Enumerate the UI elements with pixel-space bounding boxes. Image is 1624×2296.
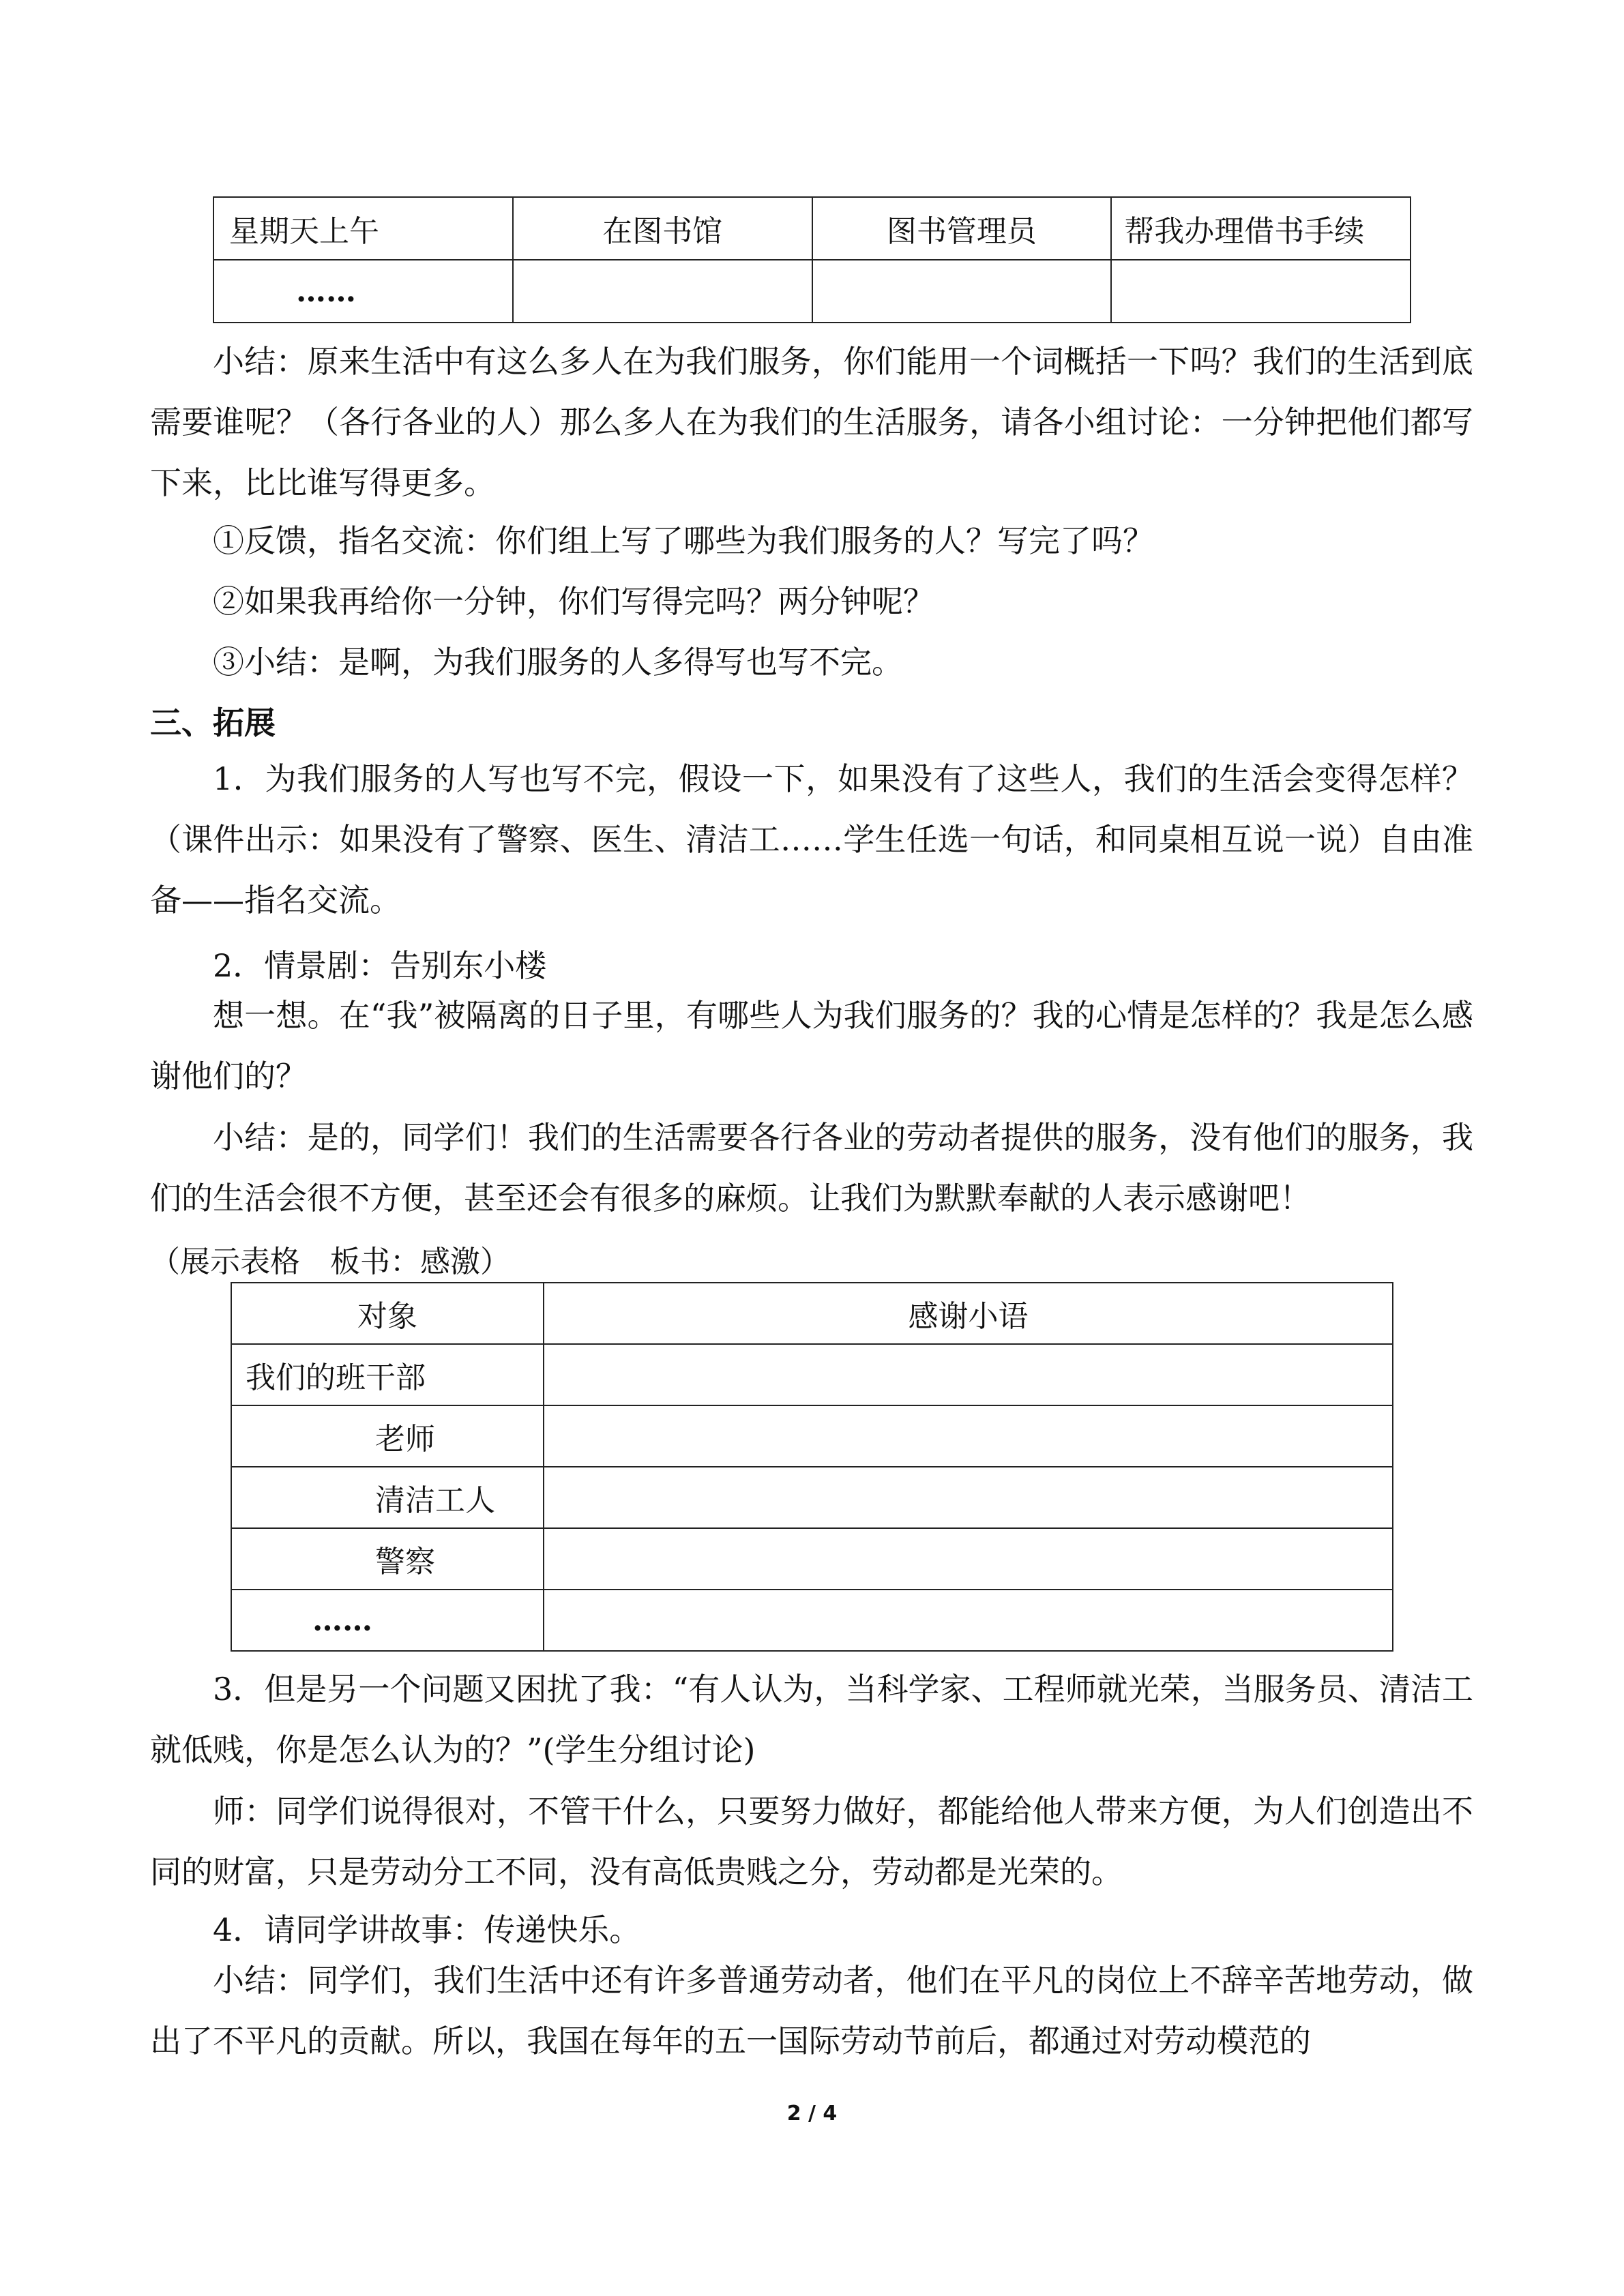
section-heading: 三、拓展 (150, 704, 276, 741)
extension-paragraph: 1．为我们服务的人写也写不完，假设一下，如果没有了这些人，我们的生活会变得怎样？（课件出示：如果没有了警察、医生、清洁工……学生任选一句话，和同桌相互说一说）自由准备——指名交流。 (150, 760, 1473, 919)
table-cell (544, 1590, 1393, 1651)
table-cell (544, 1344, 1393, 1405)
table-note: （展示表格 板书：感激） (150, 1244, 510, 1279)
table-row (213, 260, 1411, 323)
think-paragraph: 想一想。在“我”被隔离的日子里，有哪些人为我们服务的？我的心情是怎样的？我是怎么感谢他们的？ (150, 997, 1473, 1094)
extension-item: 2．情景剧：告别东小楼 (213, 947, 547, 984)
summary-paragraph: 小结：同学们，我们生活中还有许多普通劳动者，他们在平凡的岗位上不辞辛苦地劳动，做出了不平凡的贡献。所以，我国在每年的五一国际劳动节前后，都通过对劳动模范的 (150, 1962, 1473, 2059)
table-cell: 图书管理员 (812, 197, 1112, 260)
table-cell (544, 1528, 1393, 1590)
table-cell: 清洁工人 (231, 1467, 544, 1528)
table-cell (544, 1467, 1393, 1528)
table-cell: 帮我办理借书手续 (1111, 197, 1411, 260)
table-cell: 在图书馆 (513, 197, 812, 260)
summary-paragraph: 小结：原来生活中有这么多人在为我们服务，你们能用一个词概括一下吗？我们的生活到底需要谁呢？（各行各业的人）那么多人在为我们的生活服务，请各小组讨论：一分钟把他们都写下来，比比谁写得更多。 (150, 343, 1473, 501)
table-cell: 老师 (231, 1405, 544, 1467)
table-cell: 星期天上午 (213, 197, 513, 260)
list-item: ③小结：是啊，为我们服务的人多得写也写不完。 (213, 644, 903, 681)
table-cell (1111, 260, 1411, 323)
summary-paragraph: 小结：是的，同学们！我们的生活需要各行各业的劳动者提供的服务，没有他们的服务，我们的生活会很不方便，甚至还会有很多的麻烦。让我们为默默奉献的人表示感谢吧！ (150, 1119, 1473, 1217)
table-row (213, 197, 1411, 260)
table-cell: …… (231, 1590, 544, 1651)
list-item: ②如果我再给你一分钟，你们写得完吗？两分钟呢？ (213, 583, 934, 620)
table-row (231, 1528, 1393, 1590)
thanks-table (231, 1282, 1393, 1652)
table-cell: …… (213, 260, 513, 323)
list-item: ①反馈，指名交流：你们组上写了哪些为我们服务的人？写完了吗？ (213, 522, 1154, 559)
table-row (231, 1590, 1393, 1651)
page-number: 2 / 4 (786, 2102, 838, 2126)
table-cell: 警察 (231, 1528, 544, 1590)
table-cell (812, 260, 1112, 323)
column-header: 对象 (231, 1283, 544, 1344)
table-header-row (231, 1283, 1393, 1344)
teacher-paragraph: 师：同学们说得很对，不管干什么，只要努力做好，都能给他人带来方便，为人们创造出不同的财富，只是劳动分工不同，没有高低贵贱之分，劳动都是光荣的。 (150, 1793, 1473, 1890)
table-row (231, 1405, 1393, 1467)
column-header: 感谢小语 (544, 1283, 1393, 1344)
table-row (231, 1344, 1393, 1405)
table-cell (513, 260, 812, 323)
table-cell: 我们的班干部 (231, 1344, 544, 1405)
activity-table (213, 196, 1411, 323)
table-row (231, 1467, 1393, 1528)
extension-item: 4．请同学讲故事：传递快乐。 (213, 1911, 641, 1948)
table-cell (544, 1405, 1393, 1467)
extension-paragraph: 3．但是另一个问题又困扰了我：“有人认为，当科学家、工程师就光荣，当服务员、清洁工就低贱，你是怎么认为的？”(学生分组讨论) (150, 1671, 1473, 1768)
